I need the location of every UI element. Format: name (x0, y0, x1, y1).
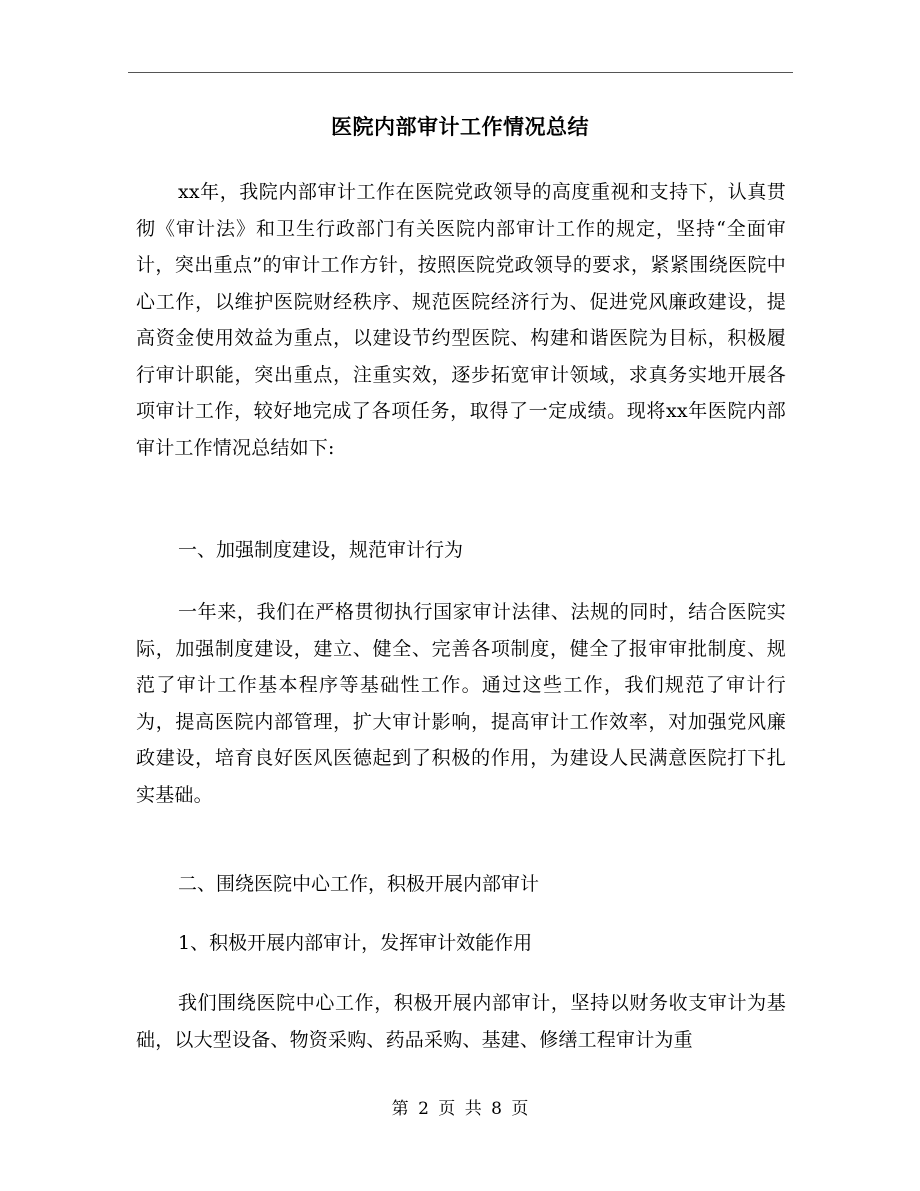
page-number-footer: 第 2 页 共 8 页 (391, 1099, 529, 1119)
section-heading-1: 一、加强制度建设，规范审计行为 (178, 539, 464, 561)
document-title: 医院内部审计工作情况总结 (331, 115, 589, 139)
section-1-paragraph: 一年来，我们在严格贯彻执行国家审计法律、法规的同时，结合医院实际，加强制度建设，建立、健全、完善各项制度，健全了报审审批制度、规范了审计工作基本程序等基础性工作。通过这些工作，我们规范了审计行为，提高医院内部管理，扩大审计影响，提高审计工作效率，对加强党风廉政建设，培育良好医风医德起到了积极的作用，为建设人民满意医院打下扎实基础。 (136, 601, 786, 806)
section-2-paragraph: 我们围绕医院中心工作，积极开展内部审计，坚持以财务收支审计为基础，以大型设备、物资采购、药品采购、基建、修缮工程审计为重 (136, 992, 786, 1051)
section-heading-2: 二、围绕医院中心工作，积极开展内部审计 (178, 873, 540, 895)
header-rule (128, 72, 793, 73)
intro-paragraph: xx年，我院内部审计工作在医院党政领导的高度重视和支持下，认真贯彻《审计法》和卫生行政部门有关医院内部审计工作的规定，坚持“全面审计，突出重点”的审计工作方针，按照医院党政领导的要求，紧紧围绕医院中心工作，以维护医院财经秩序、规范医院经济行为、促进党风廉政建设，提高资金使用效益为重点，以建设节约型医院、构建和谐医院为目标，积极履行审计职能，突出重点，注重实效，逐步拓宽审计领域，求真务实地开展各项审计工作，较好地完成了各项任务，取得了一定成绩。现将xx年医院内部审计工作情况总结如下: (136, 181, 786, 459)
subsection-heading-1: 1、积极开展内部审计，发挥审计效能作用 (178, 932, 533, 954)
